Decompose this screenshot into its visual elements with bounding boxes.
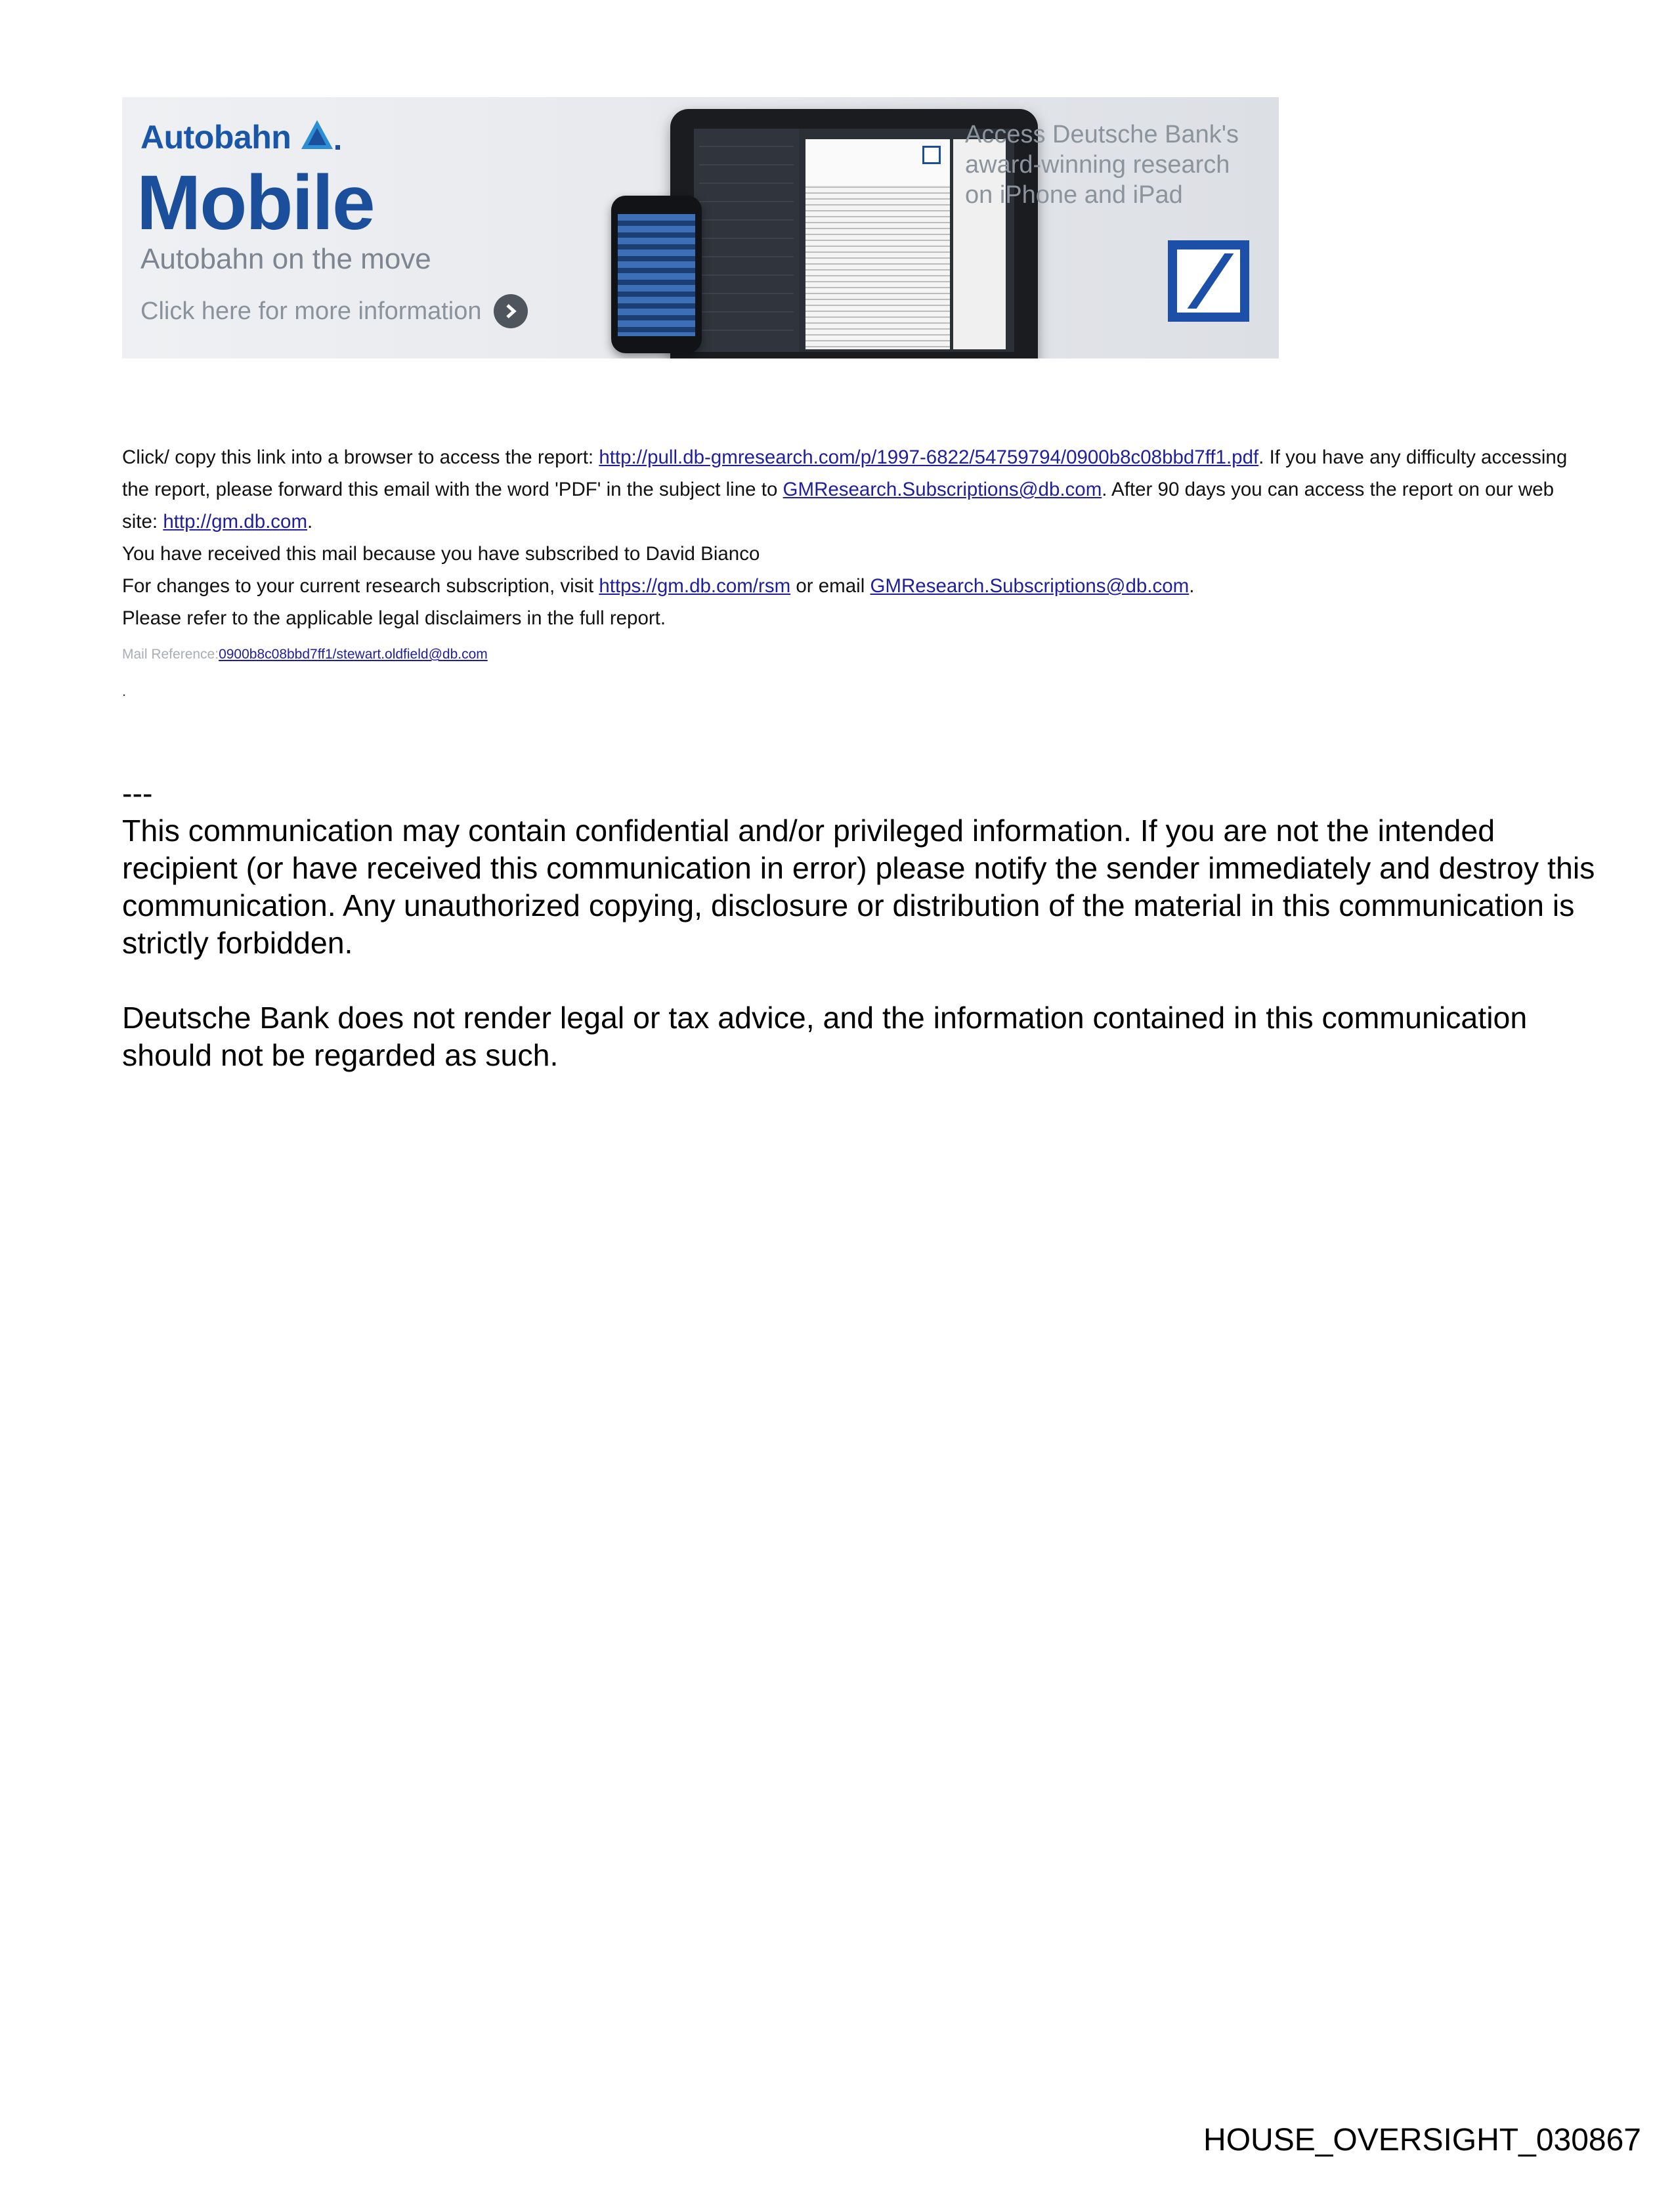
- changes-email-link[interactable]: GMResearch.Subscriptions@db.com: [870, 575, 1190, 597]
- text-segment: . If you have any difficulty accessing the report, please forward this email with the word 'PDF' in the subject line to: [122, 446, 1568, 500]
- report-access-paragraph: [122, 441, 1573, 538]
- tablet-report-list: [694, 129, 799, 352]
- subscribed-notice: You have received this mail because you have subscribed to David Bianco: [122, 543, 760, 565]
- rsm-link[interactable]: https://gm.db.com/rsm: [599, 575, 791, 597]
- text-segment: .: [1189, 575, 1195, 597]
- text-segment: Click/ copy this link into a browser to access the report:: [122, 446, 599, 468]
- autobahn-mobile-banner[interactable]: [122, 97, 1279, 358]
- confidentiality-disclaimer: [122, 775, 1599, 1074]
- document-id: HOUSE_OVERSIGHT_030867: [1203, 2123, 1641, 2158]
- mail-reference: [122, 645, 488, 664]
- deutsche-bank-logo-icon: [1168, 240, 1249, 322]
- email-body: [122, 441, 1573, 634]
- cta-label: Click here for more information: [140, 297, 482, 325]
- separator: ---: [122, 776, 153, 810]
- subscriptions-email-link[interactable]: GMResearch.Subscriptions@db.com: [783, 479, 1102, 500]
- mini-db-logo-icon: [922, 146, 941, 164]
- brand-name: Autobahn: [140, 119, 291, 156]
- promo-line: on iPhone and iPad: [965, 181, 1183, 209]
- legal-disclaimer-line: Please refer to the applicable legal disclaimers in the full report.: [122, 607, 666, 629]
- subscription-changes-line: [122, 570, 1573, 602]
- mail-reference-link[interactable]: 0900b8c08bbd7ff1/stewart.oldfield@db.com: [219, 647, 488, 662]
- arrow-right-circle-icon: [494, 294, 528, 328]
- tablet-report-page: [805, 139, 950, 349]
- promo-line: Access Deutsche Bank's: [965, 121, 1239, 148]
- phone-device-image: [611, 196, 702, 353]
- confidentiality-paragraph: This communication may contain confidential and/or privileged information. If you are not the intended recipient (or have received this communication in error) please notify the sender immediately and destroy this communication. Any unauthorized copying, disclosure or distribution of the material in this communication is strictly forbidden.: [122, 813, 1595, 960]
- text-segment: .: [307, 511, 313, 532]
- mail-reference-label: Mail Reference:: [122, 647, 219, 662]
- promo-text: [965, 119, 1267, 210]
- promo-line: award-winning research: [965, 151, 1230, 179]
- website-link[interactable]: http://gm.db.com: [163, 511, 308, 532]
- banner-tagline: Autobahn on the move: [140, 243, 431, 275]
- more-info-link[interactable]: [140, 294, 528, 328]
- tax-advice-paragraph: Deutsche Bank does not render legal or tax advice, and the information contained in this communication should not be regarded as such.: [122, 1001, 1528, 1072]
- brand-row: [140, 118, 341, 156]
- autobahn-triangle-logo-icon: [300, 119, 341, 156]
- text-segment: or email: [790, 575, 870, 597]
- stray-dot: .: [122, 683, 127, 699]
- phone-screen: [618, 214, 695, 336]
- text-segment: For changes to your current research subscription, visit: [122, 575, 599, 597]
- banner-title: Mobile: [137, 160, 374, 246]
- text-segment: . After 90 days you can access the report on our web site:: [122, 479, 1555, 532]
- report-pdf-link[interactable]: http://pull.db-gmresearch.com/p/1997-6822/54759794/0900b8c08bbd7ff1.pdf: [599, 446, 1259, 468]
